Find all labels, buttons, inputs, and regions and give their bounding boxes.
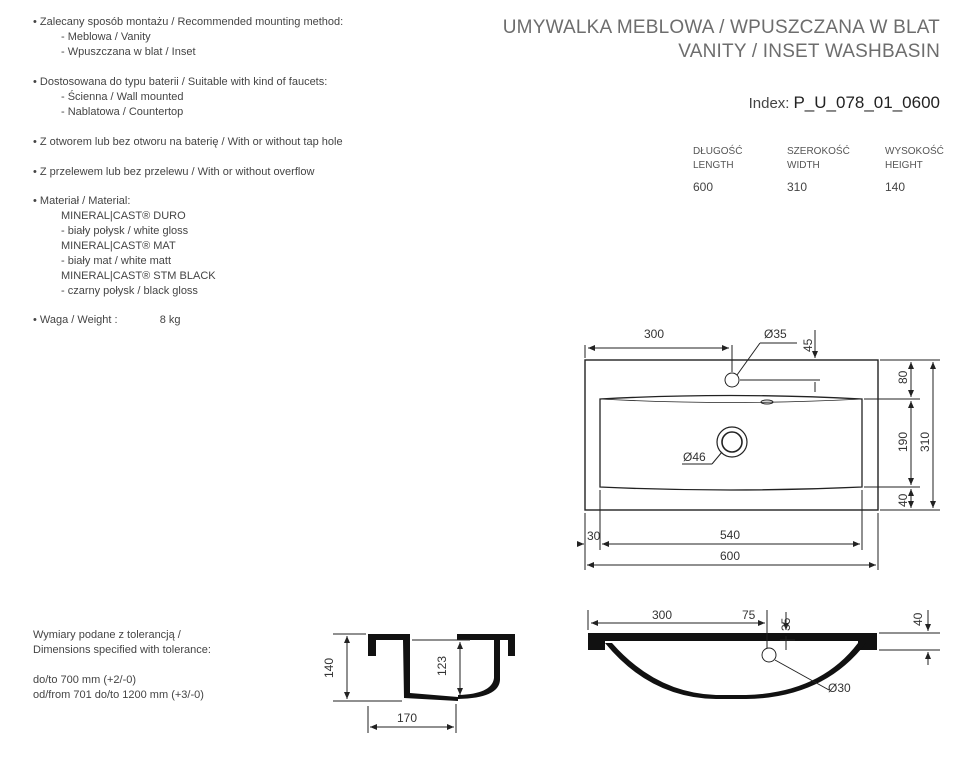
spec-material-line: MINERAL|CAST® MAT [61,240,176,252]
tolerance-line: do/to 700 mm (+2/-0) [33,674,137,686]
front-bowl-bottom [716,695,746,699]
spec-mounting-item: - Meblowa / Vanity [61,31,151,43]
index-label: Index: [748,95,790,112]
dim-140: 140 [322,657,336,678]
drain-inner [722,432,742,452]
dim-40-top: 40 [896,493,910,507]
spec-weight-value: 8 kg [159,314,181,326]
spec-faucets-item: - Ścienna / Wall mounted [61,91,184,103]
dim-310: 310 [918,431,932,452]
dimension-value: 600 [693,180,714,194]
title-line-pl: UMYWALKA MEBLOWA / WPUSZCZANA W BLAT [502,17,940,38]
spec-faucets-item: - Nablatowa / Countertop [61,106,184,118]
side-wall-left [403,640,458,701]
dim-30: 30 [587,529,601,543]
dimension-label-en: HEIGHT [885,160,923,171]
dim-45: 45 [801,338,815,352]
spec-mounting-heading: • Zalecany sposób montażu / Recommended mounting method: [33,16,344,28]
dimension-value: 140 [885,180,906,194]
spec-material-line: MINERAL|CAST® STM BLACK [61,270,216,282]
dim-35: 35 [779,617,793,631]
dim-600: 600 [720,549,741,563]
dim-123: 123 [435,655,449,676]
index-code: P_U_078_01_0600 [793,93,940,112]
dim-190: 190 [896,431,910,452]
dim-170: 170 [397,711,418,725]
dimension-label-pl: DŁUGOŚĆ [693,146,743,157]
dim-40-front: 40 [911,612,925,626]
dimension-label-en: WIDTH [787,160,820,171]
spec-weight-label: • Waga / Weight : [33,314,118,326]
side-section-drawing [322,634,515,733]
dim-300-top: 300 [644,327,665,341]
spec-material-line: - czarny połysk / black gloss [61,285,198,297]
spec-material-heading: • Materiał / Material: [33,195,131,207]
spec-material-line: - biały mat / white matt [61,255,172,267]
dim-80: 80 [896,370,910,384]
spec-taphole: • Z otworem lub bez otworu na baterię / With or without tap hole [33,136,343,148]
spec-material-line: MINERAL|CAST® DURO [61,210,186,222]
dim-tap-hole: Ø35 [764,327,787,341]
basin-bowl [600,396,862,491]
dimension-label-pl: WYSOKOŚĆ [885,146,944,157]
spec-mounting-item: - Wpuszczana w blat / Inset [61,46,196,58]
tap-hole [725,373,739,387]
front-rim [588,633,877,650]
dim-540: 540 [720,528,741,542]
dimension-label-en: LENGTH [693,160,734,171]
title-line-en: VANITY / INSET WASHBASIN [678,41,940,62]
top-view-labels [587,327,932,563]
bowl-rim-line [600,399,862,403]
front-bowl-left [605,643,716,699]
side-wall-right [457,634,515,699]
tolerance-line: Dimensions specified with tolerance: [33,644,211,656]
tolerance-line: Wymiary podane z tolerancją / [33,629,181,641]
dim-overflow: Ø30 [828,681,851,695]
spec-overflow: • Z przelewem lub bez przelewu / With or without overflow [33,166,315,178]
dim-75: 75 [742,608,756,622]
dim-drain: Ø46 [683,450,706,464]
top-view-drawing [577,330,940,570]
dim-300-front: 300 [652,608,673,622]
dimension-label-pl: SZEROKOŚĆ [787,146,850,157]
spec-material-line: - biały połysk / white gloss [61,225,189,237]
tolerance-line: od/from 701 do/to 1200 mm (+3/-0) [33,689,204,701]
front-section-drawing [588,608,940,699]
dimension-value: 310 [787,180,808,194]
spec-faucets-heading: • Dostosowana do typu baterii / Suitable with kind of faucets: [33,76,328,88]
